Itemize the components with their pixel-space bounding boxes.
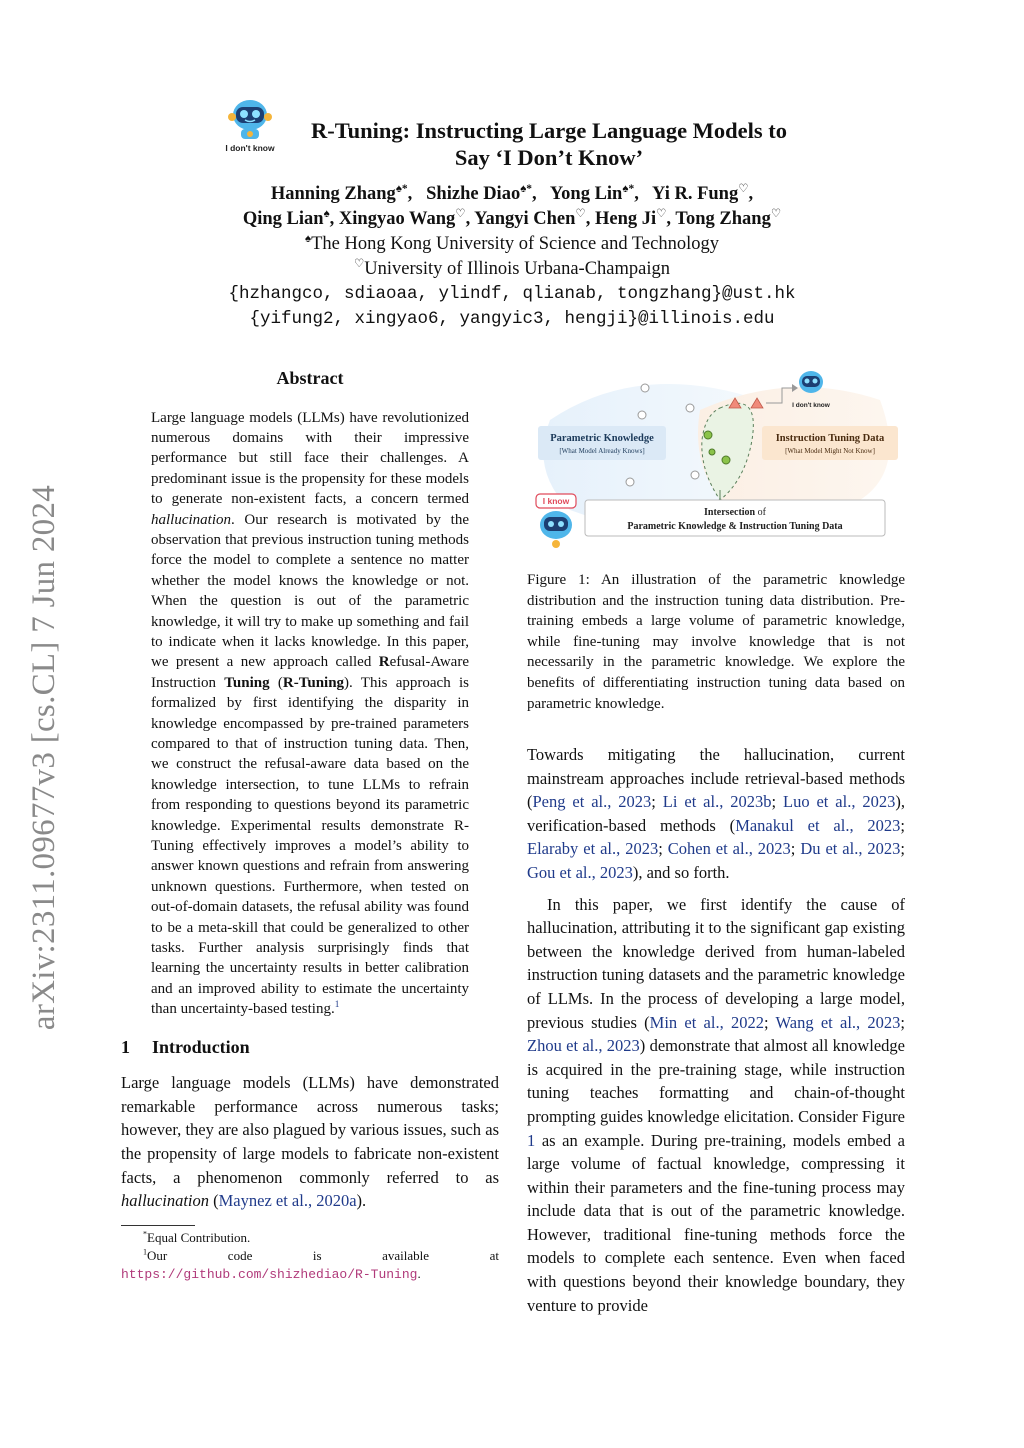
intro-emphasis: hallucination <box>121 1191 209 1211</box>
footnote-link[interactable]: 1 <box>334 1000 340 1011</box>
robot-mascot-logo <box>222 95 278 155</box>
citation-link[interactable]: Luo et al., 2023 <box>783 792 896 812</box>
citation-link[interactable]: Gou et al., 2023 <box>527 862 633 882</box>
title-block <box>222 95 822 175</box>
author-name: Heng Ji <box>594 209 657 229</box>
affiliation-2 <box>150 257 874 282</box>
right-column <box>527 743 905 1317</box>
abstract-bold: R-Tuning <box>282 674 345 691</box>
affil-mark: ♡ <box>770 207 782 220</box>
right-label: Instruction Tuning Data <box>775 433 885 444</box>
intro-text: Large language models (LLMs) have demonstrated remarkable performance across numerous tasks; however, they are also plagued by various issues, such as the propensity of large models to fabricate non-existent facts, a phenomenon commonly referred to as <box>121 1073 499 1187</box>
figure-1-illustration <box>530 360 906 560</box>
left-column <box>121 366 499 1284</box>
footnote-text: . <box>417 1265 421 1281</box>
equal-mark: * <box>628 182 635 195</box>
affil-mark: ♡ <box>575 207 586 220</box>
footnote-1 <box>121 1229 499 1247</box>
footnote-text: Our code is available at <box>147 1247 499 1263</box>
affiliation-text: University of Illinois Urbana-Champaign <box>364 259 670 279</box>
citation-link[interactable]: Li et al., 2023b <box>662 792 772 812</box>
logo-caption: I don't know <box>225 143 275 153</box>
author-line-1: Hanning Zhang♠*, Shizhe Diao♠*, Yong Lin♠*, Yi R. Fung♡, <box>270 182 754 204</box>
affil-mark: ♡ <box>354 257 365 270</box>
body-text: as an example. During pre-training, models embed a large volume of factual knowledge, compressing it within their parameters and the fine-tuning process may include data that is out of the parametric knowledge. However, traditional fine-tuning methods force the models to complete each sentence. Even when faced with questions beyond their knowledge boundary, they venture to provide <box>527 1130 905 1315</box>
abstract-bold: Tuning <box>224 674 270 691</box>
email-line-2: {yifung2, xingyao6, yangyic3, hengji}@illinois.edu <box>249 309 775 329</box>
author-name: Shizhe Diao <box>426 184 521 204</box>
right-paragraph-1 <box>527 743 905 885</box>
figure-1-caption: Figure 1: An illustration of the parametric knowledge distribution and the instruction tuning data distribution. Pre-training embeds a large volume of parametric knowledge, while fine-tuning may involve knowledge that is not necessarily in the parametric knowledge. We explore the benefits of differentiating instruction tuning data based on parametric knowledge. <box>527 572 905 712</box>
body-text: In this paper, we first identify the cause of hallucination, attributing it to the significant gap existing between the knowledge derived from human-labeled instruction tuning datasets and the parametric knowledge of LLMs. In the process of developing a large model, previous studies ( <box>527 894 905 1032</box>
abstract-body <box>151 408 469 1020</box>
footnote-rule <box>121 1225 195 1226</box>
affil-mark: ♡ <box>455 207 466 220</box>
separator: ; <box>651 792 663 812</box>
separator: ; <box>771 792 783 812</box>
body-text: ) demonstrate that almost all knowledge is acquired in the pre-training stage, while instruction tuning teaches formatting and chain-of-thought prompting guides knowledge elicitation. Consider Figure <box>527 1036 905 1126</box>
affiliation-text: The Hong Kong University of Science and Technology <box>311 234 719 254</box>
citation-link[interactable]: Cohen et al., 2023 <box>667 839 791 859</box>
separator: ; <box>900 1012 905 1032</box>
author-line-2: Qing Lian♠, Xingyao Wang♡, Yangyi Chen♡, Heng Ji♡, Tong Zhang♡ <box>242 207 782 229</box>
right-sublabel: [What Model Might Not Know] <box>785 447 875 455</box>
left-sublabel: [What Model Already Knows] <box>559 447 645 455</box>
intro-text: ). <box>356 1191 367 1211</box>
affil-mark: ♠ <box>305 232 312 245</box>
arxiv-identifier-text: arXiv:2311.09677v3 [cs.CL] 7 Jun 2024 <box>26 484 63 1031</box>
author-name: Yi R. Fung <box>652 184 739 204</box>
intro-text: ( <box>209 1191 219 1211</box>
section-number: 1 <box>121 1036 130 1057</box>
affil-mark: ♠ <box>323 207 330 220</box>
section-heading-introduction <box>121 1037 499 1058</box>
email-line-1: {hzhangco, sdiaoaa, ylindf, qlianab, tongzhang}@ust.hk <box>228 284 796 304</box>
intro-paragraph <box>121 1071 499 1213</box>
footnote-mark: 1 <box>143 1247 148 1257</box>
affil-mark: ♠ <box>395 182 402 195</box>
footnote-mark: * <box>143 1229 148 1239</box>
abstract-text: ). This approach is formalized by first identifying the disparity in knowledge encompassed by pre-trained parameters compared to that of instruction tuning data. Then, we construct the refusal-aware data based on the knowledge intersection, to tune LLMs to refrain from responding to questions beyond its parametric knowledge. Experimental results demonstrate R-Tuning effectively improves a model’s ability to answer known questions and refrain from answering unknown questions. Furthermore, when tested on out-of-domain datasets, the refusal ability was found to be a meta-skill that could be generalized to other tasks. Further analysis surprisingly finds that learning the uncertainty results in better calibration and an improved ability to estimate the uncertainty than uncertainty-based testing. <box>151 674 469 1018</box>
arxiv-identifier <box>22 465 68 1050</box>
intersection-label-of: of <box>755 507 766 518</box>
section-title: Introduction <box>152 1036 250 1057</box>
intersection-label-bold: Intersection <box>704 507 756 518</box>
abstract-text: ( <box>269 674 283 691</box>
author-block <box>150 182 874 332</box>
citation-link[interactable]: Maynez et al., 2020a <box>218 1191 357 1211</box>
author-name: Hanning Zhang <box>270 184 396 204</box>
title-line-1: R-Tuning: Instructing Large Language Models to <box>310 118 788 143</box>
citation-link[interactable]: Wang et al., 2023 <box>775 1012 901 1032</box>
author-name: Yangyi Chen <box>474 209 576 229</box>
separator: ; <box>790 839 801 859</box>
abstract-text: Large language models (LLMs) have revolutionized numerous domains with their impressive performance but still face their challenges. A predominant issue is the propensity for these models to generate non-existent facts, a concern termed <box>151 409 469 508</box>
abstract-emphasis: hallucination <box>151 511 231 528</box>
intersection-label-line-2: Parametric Knowledge & Instruction Tuning Data <box>627 521 843 532</box>
body-text: ), verification-based methods ( <box>527 792 905 835</box>
code-url-link[interactable]: https://github.com/shizhediao/R-Tuning <box>121 1266 418 1282</box>
footnote-text: Equal Contribution. <box>147 1229 251 1245</box>
footnote-2 <box>121 1247 499 1284</box>
abstract-text: . Our research is motivated by the observation that previous instruction tuning methods force the model to complete a sentence no matter whether the model knows the knowledge or not. When the question is out of the parametric knowledge, it will try to make up something and fail to indicate when it lacks knowledge. In this paper, we present a new approach called <box>151 511 469 671</box>
author-name: Xingyao Wang <box>338 209 456 229</box>
equal-mark: * <box>526 182 533 195</box>
citation-link[interactable]: Zhou et al., 2023 <box>527 1036 640 1056</box>
abstract-text: efusal-Aware Instruction <box>151 654 469 691</box>
citation-link[interactable]: Manakul et al., 2023 <box>735 815 901 835</box>
intersection-label-line-1 <box>704 507 767 518</box>
body-text: Towards mitigating the hallucination, current mainstream approaches include retrieval-based methods ( <box>527 745 905 812</box>
title-line-2: Say ‘I Don’t Know’ <box>454 145 644 170</box>
abstract-heading: Abstract <box>276 368 344 388</box>
right-paragraph-2 <box>527 893 905 1318</box>
separator: ; <box>763 1012 776 1032</box>
affiliation-1 <box>150 232 874 257</box>
citation-link[interactable]: Min et al., 2022 <box>649 1012 764 1032</box>
paper-title <box>284 117 814 171</box>
citation-link[interactable]: Du et al., 2023 <box>800 839 901 859</box>
citation-link[interactable]: Elaraby et al., 2023 <box>527 839 659 859</box>
affil-mark: ♠ <box>520 182 527 195</box>
author-name: Yong Lin <box>549 184 623 204</box>
robot-i-know-icon <box>536 494 576 548</box>
author-name: Qing Lian <box>242 209 324 229</box>
body-text: ), and so forth. <box>632 862 730 882</box>
author-name: Tong Zhang <box>675 209 771 229</box>
figure-reference-link[interactable]: 1 <box>527 1130 536 1150</box>
affil-mark: ♠ <box>622 182 629 195</box>
abstract-bold: R <box>378 654 390 671</box>
dont-know-label: I don't know <box>792 402 830 409</box>
affil-mark: ♡ <box>738 182 749 195</box>
separator: ; <box>658 839 668 859</box>
affil-mark: ♡ <box>656 207 667 220</box>
separator: ; <box>900 839 906 859</box>
i-know-bubble: I know <box>542 496 570 506</box>
separator: ; <box>900 815 905 835</box>
equal-mark: * <box>401 182 408 195</box>
citation-link[interactable]: Peng et al., 2023 <box>532 792 652 812</box>
left-label: Parametric Knowledge <box>550 433 654 444</box>
